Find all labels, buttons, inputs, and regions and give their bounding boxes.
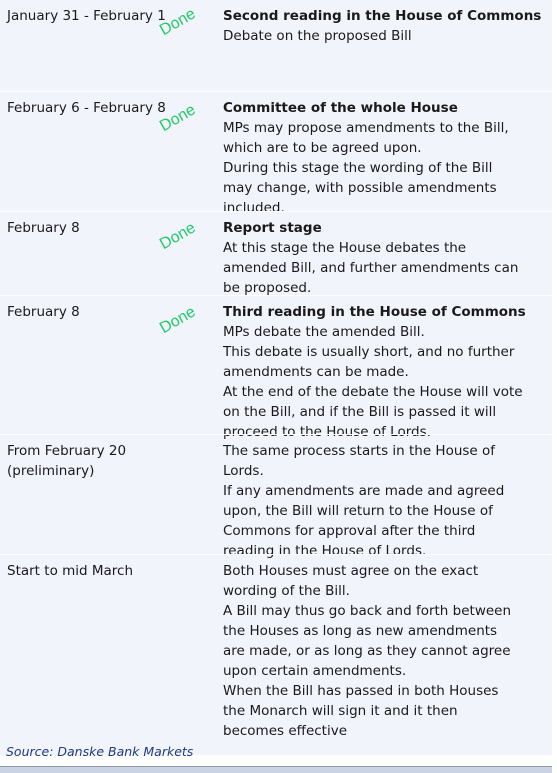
row-text-line: included. — [223, 200, 285, 216]
row-text-line: the Monarch will sign it and it then — [223, 703, 458, 719]
row-text-line: Both Houses must agree on the exact — [223, 563, 479, 579]
done-stamp: Done — [157, 303, 199, 338]
done-stamp: Done — [157, 219, 199, 254]
row-date-line: From February 20 — [7, 443, 127, 459]
row-text-line: amended Bill, and further amendments can — [223, 260, 519, 276]
table-row — [0, 295, 552, 440]
row-title: Report stage — [223, 220, 322, 236]
row-text-line: Commons for approval after the third — [223, 523, 476, 539]
row-text-line: MPs may propose amendments to the Bill, — [223, 120, 509, 136]
done-stamp: Done — [157, 5, 199, 40]
row-description — [223, 218, 549, 298]
row-description — [223, 441, 549, 561]
row-text-line: wording of the Bill. — [223, 583, 350, 599]
table-row — [0, 0, 552, 91]
row-description — [223, 98, 549, 218]
row-text-line: the Houses as long as new amendments — [223, 623, 498, 639]
row-title: Committee of the whole House — [223, 100, 458, 116]
row-text-line: upon certain amendments. — [223, 663, 407, 679]
row-description — [223, 6, 549, 46]
row-text-line: amendments can be made. — [223, 364, 409, 380]
row-text-line: proceed to the House of Lords. — [223, 424, 431, 440]
table-row — [0, 434, 552, 559]
row-text-line: Debate on the proposed Bill — [223, 28, 412, 44]
row-date: February 8 — [7, 304, 80, 320]
row-title: Second reading in the House of Commons — [223, 8, 542, 24]
row-date-note: (preliminary) — [7, 463, 95, 479]
row-title: Third reading in the House of Commons — [223, 304, 526, 320]
row-date: February 6 - February 8 — [7, 100, 166, 116]
table-row — [0, 91, 552, 216]
done-stamp: Done — [157, 101, 199, 136]
row-text-line: This debate is usually short, and no further — [223, 344, 515, 360]
row-text-line: MPs debate the amended Bill. — [223, 324, 425, 340]
source-note: Source: Danske Bank Markets — [6, 744, 194, 759]
row-text-line: on the Bill, and if the Bill is passed it will — [223, 404, 497, 420]
table-row — [0, 211, 552, 296]
row-text-line: A Bill may thus go back and forth between — [223, 603, 512, 619]
row-text-line: If any amendments are made and agreed — [223, 483, 505, 499]
row-text-line: be proposed. — [223, 280, 312, 296]
row-text-line: becomes effective — [223, 723, 348, 739]
table-row — [0, 554, 552, 756]
row-text-line: Lords. — [223, 463, 264, 479]
row-text-line: At this stage the House debates the — [223, 240, 467, 256]
row-text-line: When the Bill has passed in both Houses — [223, 683, 499, 699]
row-text-line: The same process starts in the House of — [223, 443, 496, 459]
row-date: January 31 - February 1 — [7, 8, 166, 24]
row-text-line: which are to be agreed upon. — [223, 140, 422, 156]
row-text-line: are made, or as long as they cannot agree — [223, 643, 511, 659]
row-description — [223, 561, 549, 741]
row-text-line: During this stage the wording of the Bill — [223, 160, 493, 176]
row-text-line: may change, with possible amendments — [223, 180, 497, 196]
row-text-line: upon, the Bill will return to the House of — [223, 503, 493, 519]
row-date: February 8 — [7, 220, 80, 236]
row-date: Start to mid March — [7, 563, 134, 579]
row-text-line: At the end of the debate the House will vote — [223, 384, 523, 400]
row-date — [7, 441, 207, 481]
row-description — [223, 302, 549, 442]
row-text-line: reading in the House of Lords. — [223, 543, 427, 559]
